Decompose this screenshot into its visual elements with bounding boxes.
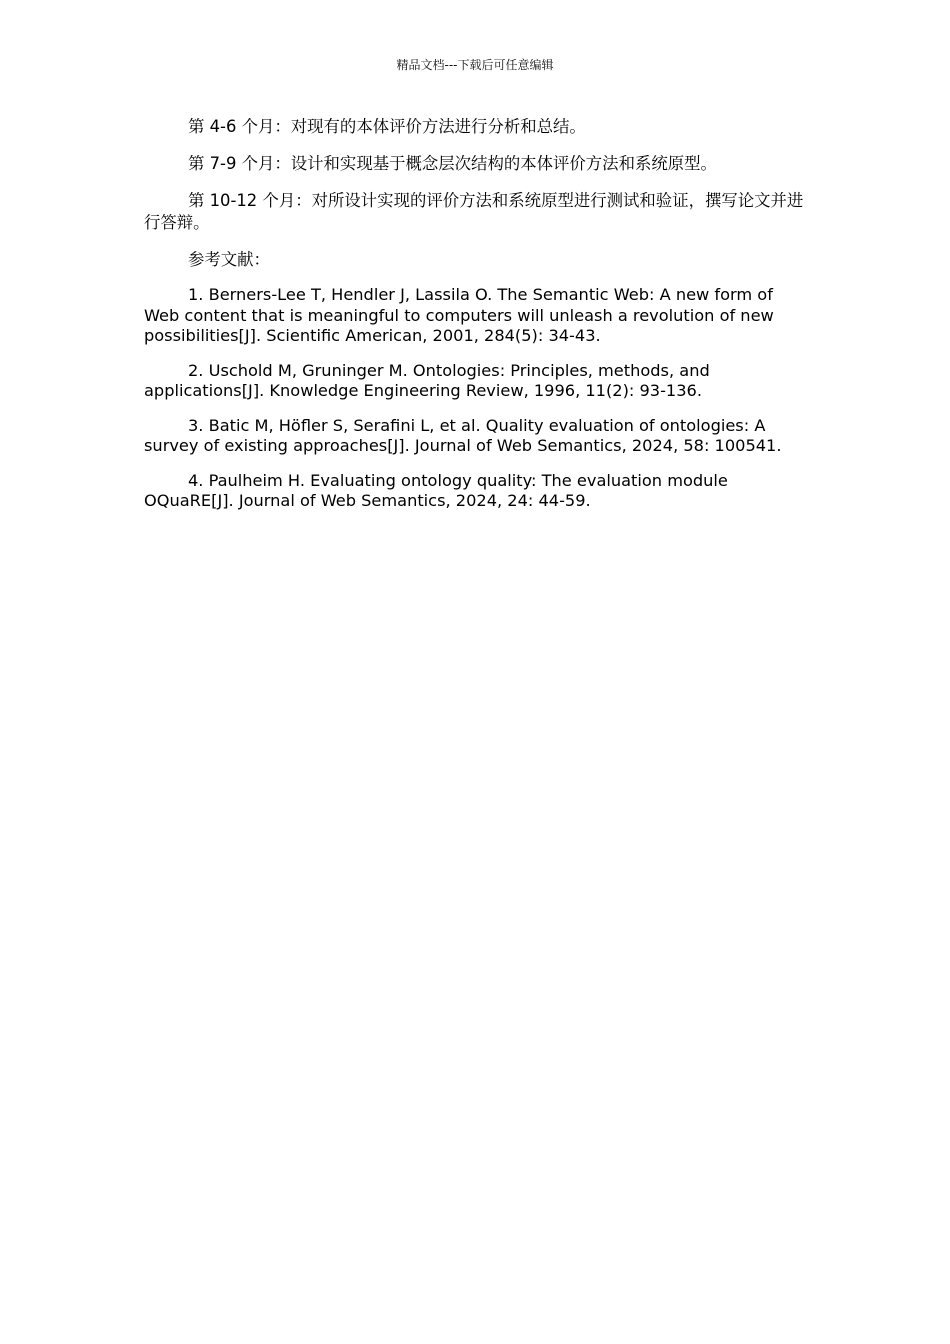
schedule-item-months-7-9: 第 7-9 个月：设计和实现基于概念层次结构的本体评价方法和系统原型。 bbox=[188, 154, 717, 173]
reference-item-4: 4. Paulheim H. Evaluating ontology quality: The evaluation module OQuaRE[J]. Journal of Web Semantics, 2024, 24: 44-59. bbox=[144, 470, 728, 510]
reference-item-3: 3. Batic M, Höfler S, Serafini L, et al. Quality evaluation of ontologies: A survey of existing approaches[J]. Journal of Web Semantics, 2024, 58: 100541. bbox=[144, 415, 782, 455]
reference-item-2: 2. Uschold M, Gruninger M. Ontologies: Principles, methods, and applications[J]. Knowledge Engineering Review, 1996, 11(2): 93-136. bbox=[144, 360, 710, 400]
document-body bbox=[144, 116, 808, 526]
reference-item-1: 1. Berners-Lee T, Hendler J, Lassila O. The Semantic Web: A new form of Web content that is meaningful to computers will unleash a revolution of new possibilities[J]. Scientific American, 2001, 284(5): 34-43. bbox=[144, 285, 774, 345]
page-header: 精品文档---下载后可任意编辑 bbox=[396, 58, 554, 72]
references-heading: 参考文献： bbox=[188, 250, 270, 269]
schedule-item-months-4-6: 第 4-6 个月：对现有的本体评价方法进行分析和总结。 bbox=[188, 117, 586, 136]
schedule-item-months-10-12: 第 10-12 个月：对所设计实现的评价方法和系统原型进行测试和验证，撰写论文并进行答辩。 bbox=[144, 191, 804, 232]
